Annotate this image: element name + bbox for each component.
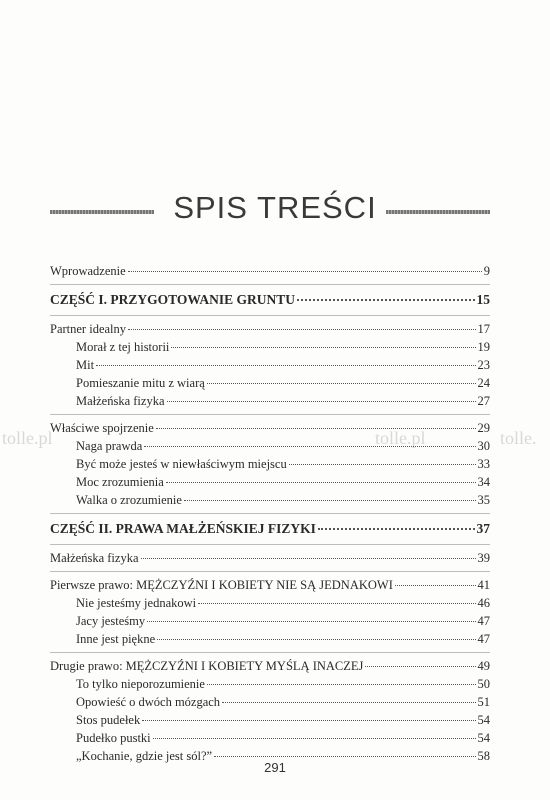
divider: [50, 652, 490, 653]
divider: [50, 544, 490, 545]
toc-entry-label: Wprowadzenie: [50, 264, 126, 278]
toc-subentry[interactable]: [50, 693, 490, 711]
toc-subentry[interactable]: [50, 455, 490, 473]
toc-subentry[interactable]: [50, 594, 490, 612]
toc-entry-label: Małżeńska fizyka: [76, 394, 165, 408]
divider: [50, 513, 490, 514]
toc-entry-page: 51: [477, 695, 490, 709]
toc-entry-label: Nie jesteśmy jednakowi: [76, 596, 197, 610]
toc-entry-label: Inne jest piękne: [76, 632, 156, 646]
toc-entry-page: 49: [477, 659, 490, 673]
toc-entry[interactable]: [50, 657, 490, 675]
toc-subentry[interactable]: [50, 729, 490, 747]
toc-part-entry[interactable]: [50, 518, 490, 540]
toc-entry-page: 46: [477, 596, 490, 610]
toc-entry-label: Pomieszanie mitu z wiarą: [76, 376, 205, 390]
dot-leader: [297, 299, 474, 301]
table-of-contents: [50, 262, 490, 765]
toc-part-entry[interactable]: [50, 289, 490, 311]
toc-entry-page: 30: [477, 439, 490, 453]
toc-subentry[interactable]: [50, 392, 490, 410]
dot-leader: [207, 383, 476, 384]
toc-entry-label: Właściwe spojrzenie: [50, 421, 154, 435]
toc-entry-label: Mit: [76, 358, 95, 372]
toc-subentry[interactable]: [50, 356, 490, 374]
toc-subentry[interactable]: [50, 630, 490, 648]
dot-leader: [128, 271, 482, 272]
toc-entry-label: Moc zrozumienia: [76, 475, 164, 489]
dot-leader: [395, 585, 476, 586]
dot-leader: [144, 446, 475, 447]
dot-leader: [289, 464, 476, 465]
toc-entry-label: Pierwsze prawo: MĘŻCZYŹNI I KOBIETY NIE SĄ JEDNAKOWI: [50, 578, 393, 592]
dot-leader: [214, 756, 475, 757]
toc-subentry[interactable]: [50, 491, 490, 509]
dot-leader: [157, 639, 475, 640]
toc-entry[interactable]: [50, 419, 490, 437]
toc-entry-label: Być może jesteś w niewłaściwym miejscu: [76, 457, 287, 471]
toc-entry[interactable]: [50, 576, 490, 594]
dot-leader: [318, 528, 475, 530]
toc-entry-page: 58: [477, 749, 490, 763]
toc-entry-label: CZĘŚĆ I. PRZYGOTOWANIE GRUNTU: [50, 292, 296, 307]
toc-entry-page: 54: [477, 731, 490, 745]
toc-entry-label: Naga prawda: [76, 439, 143, 453]
divider: [50, 571, 490, 572]
divider: [50, 284, 490, 285]
dot-leader: [96, 365, 475, 366]
toc-entry-label: Morał z tej historii: [76, 340, 170, 354]
toc-entry-page: 47: [477, 632, 490, 646]
toc-entry-page: 29: [477, 421, 490, 435]
watermark: tolle.pl: [2, 428, 53, 448]
toc-entry-page: 23: [477, 358, 490, 372]
toc-entry-label: „Kochanie, gdzie jest sól?”: [76, 749, 213, 763]
dot-leader: [222, 702, 475, 703]
toc-subentry[interactable]: [50, 675, 490, 693]
toc-entry-label: Opowieść o dwóch mózgach: [76, 695, 221, 709]
toc-entry-label: Jacy jesteśmy: [76, 614, 146, 628]
toc-entry-page: 19: [477, 340, 490, 354]
toc-entry-label: Drugie prawo: MĘŻCZYŹNI I KOBIETY MYŚLĄ INACZEJ: [50, 659, 364, 673]
dot-leader: [171, 347, 475, 348]
watermark: tolle.pl: [375, 428, 426, 448]
toc-entry-label: To tylko nieporozumienie: [76, 677, 205, 691]
dot-leader: [142, 720, 475, 721]
toc-subentry[interactable]: [50, 473, 490, 491]
toc-subentry[interactable]: [50, 437, 490, 455]
toc-subentry[interactable]: [50, 374, 490, 392]
toc-entry-page: 17: [477, 322, 490, 336]
divider: [50, 315, 490, 316]
dot-leader: [166, 482, 476, 483]
toc-entry[interactable]: [50, 262, 490, 280]
toc-entry-label: Pudełko pustki: [76, 731, 151, 745]
toc-entry-page: 15: [476, 292, 490, 307]
toc-heading: [0, 190, 550, 234]
decorative-rule-right: [386, 210, 490, 214]
toc-entry[interactable]: [50, 549, 490, 567]
page-title: SPIS TREŚCI: [173, 190, 377, 225]
toc-entry-page: 39: [477, 551, 490, 565]
page-number: 291: [264, 760, 286, 775]
toc-entry-page: 33: [477, 457, 490, 471]
toc-subentry[interactable]: [50, 711, 490, 729]
toc-entry-page: 24: [477, 376, 490, 390]
dot-leader: [141, 558, 476, 559]
dot-leader: [128, 329, 475, 330]
dot-leader: [153, 738, 476, 739]
toc-entry-page: 41: [477, 578, 490, 592]
toc-entry-page: 35: [477, 493, 490, 507]
toc-subentry[interactable]: [50, 338, 490, 356]
dot-leader: [365, 666, 475, 667]
dot-leader: [167, 401, 476, 402]
toc-entry-label: CZĘŚĆ II. PRAWA MAŁŻEŃSKIEJ FIZYKI: [50, 521, 316, 536]
toc-entry-page: 27: [477, 394, 490, 408]
toc-entry-page: 34: [477, 475, 490, 489]
toc-entry-page: 54: [477, 713, 490, 727]
toc-entry-label: Partner idealny: [50, 322, 127, 336]
toc-entry-page: 37: [476, 521, 490, 536]
dot-leader: [207, 684, 476, 685]
dot-leader: [184, 500, 476, 501]
dot-leader: [198, 603, 475, 604]
toc-entry-label: Stos pudełek: [76, 713, 141, 727]
divider: [50, 414, 490, 415]
toc-entry-label: Małżeńska fizyka: [50, 551, 139, 565]
dot-leader: [147, 621, 475, 622]
dot-leader: [156, 428, 476, 429]
toc-entry-label: Walka o zrozumienie: [76, 493, 182, 507]
toc-entry-page: 50: [477, 677, 490, 691]
watermark: tolle.: [500, 428, 537, 448]
toc-entry-page: 9: [483, 264, 490, 278]
toc-entry[interactable]: [50, 320, 490, 338]
toc-subentry[interactable]: [50, 612, 490, 630]
toc-entry-page: 47: [477, 614, 490, 628]
